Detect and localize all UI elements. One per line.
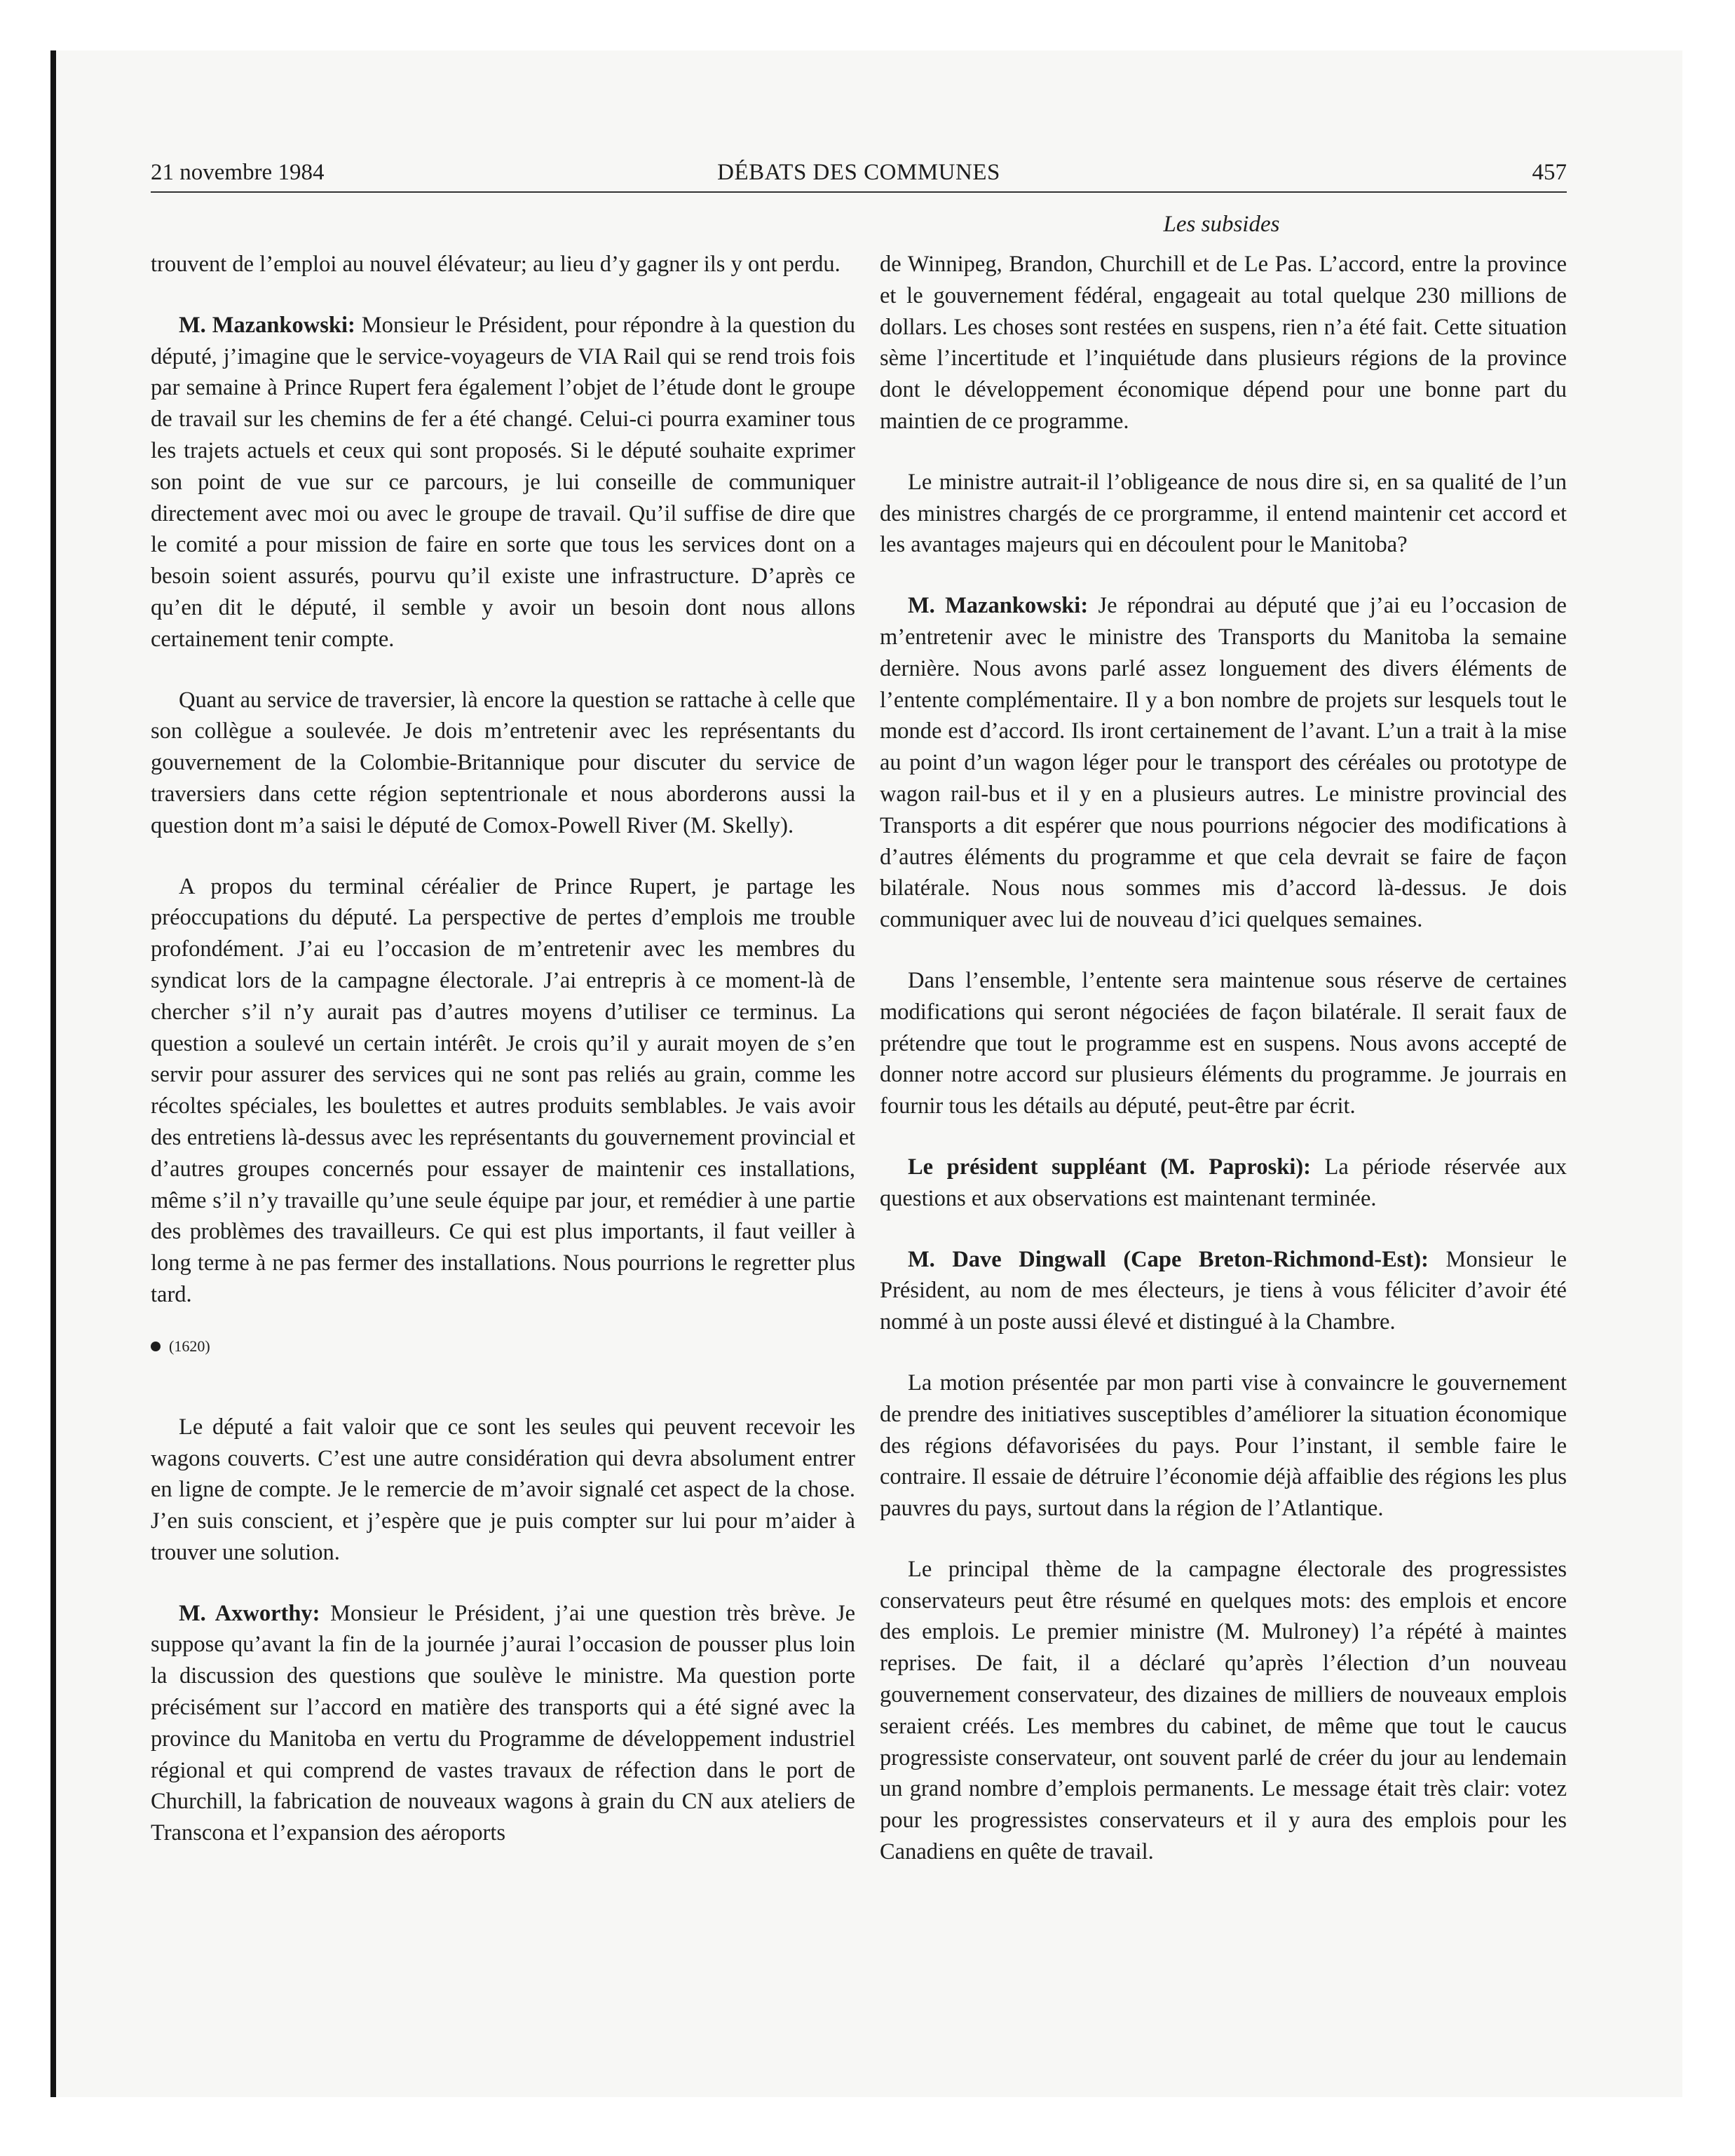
speaker-name: M. Axworthy: [179,1600,320,1626]
speaker-name: M. Mazankowski: [908,593,1089,619]
paragraph: de Winnipeg, Brandon, Churchill et de Le Pas. L’accord, entre la province et le gouvernement fédéral, engageait au total quelque 230 millions de dollars. Les choses sont restées en suspens, rien n’a été fait. Cette situation sème l’incertitude et l’inquiétude dans plusieurs régions de la province dont le développement économique dépend pour une bonne part du maintien de ce programme. [880,252,1567,434]
paragraph: A propos du terminal céréalier de Prince Rupert, je partage les préoccupations du député. La perspective de pertes d’emplois me trouble profondément. J’ai eu l’occasion de m’entretenir avec les membres du syndicat lors de la campagne électorale. J’ai entrepris à ce moment-là de chercher s’il n’y aurait pas d’autres moyens d’utiliser ce terminus. La question a soulevé un certain intérêt. Je crois qu’il y aurait moyen de s’en servir pour assurer des services qui ne sont pas reliés au grain, comme les récoltes spéciales, les boulettes et autres produits semblables. Je vais avoir des entretiens là-dessus avec les représentants du gouvernement provincial et d’autres groupes concernés pour essayer de maintenir ces installations, même s’il n’y travaille qu’une seule équipe par jour, et remédier à une partie des problèmes des travailleurs. Ce qui est plus importants, il faut veiller à long terme à ne pas fermer des installations. Nous pourrions le regretter plus tard. [151,873,855,1307]
speech-text: Monsieur le Président, pour répondre à la question du député, j’imagine que le service-voyageurs de VIA Rail qui se rend trois fois par semaine à Prince Rupert fera également l’objet de l’étude dont le groupe de travail sur les chemins de fer a été changé. Celui-ci pourra examiner tous les trajets actuels et ceux qui sont proposés. Si le député souhaite exprimer son point de vue sur ce parcours, je lui conseille de communiquer directement avec moi ou avec le groupe de travail. Qu’il suffise de dire que le comité a pour mission de faire en sorte que tous les services dont on a besoin soient assurés, pourvu qu’il existe une infrastructure. D’après ce qu’en dit le député, il semble y avoir un besoin dont nous allons certainement tenir compte. [151,312,855,652]
speech-dingwall [880,1244,1567,1338]
page-header [151,156,1567,189]
speech-text: Monsieur le Président, au nom de mes électeurs, je tiens à vous féliciter d’avoir été nommé à un poste aussi élevé et distingué à la Chambre. [880,1246,1567,1335]
right-column [880,249,1567,1897]
header-title: DÉBATS DES COMMUNES [717,160,1000,185]
bullet-icon [151,1342,161,1351]
speaker-name: M. Dave Dingwall (Cape Breton-Richmond-Est): [908,1246,1429,1272]
speech-president [880,1152,1567,1215]
left-column [151,249,855,1878]
speech-text: Monsieur le Président, j’ai une question très brève. Je suppose qu’avant la fin de la journée j’aurai l’occasion de pousser plus loin la discussion des questions que soulève le ministre. Ma question porte précisément sur l’accord en matière des transports qui a été signé avec la province du Manitoba en vertu du Programme de développement industriel régional et qui comprend de vastes travaux de réfection dans le port de Churchill, la fabrication de nouveaux wagons à grain du CN aux ateliers de Transcona et l’expansion des aéroports [151,1600,855,1846]
page-number: 457 [1532,160,1567,185]
speech-text: La période réservée aux questions et aux observations est maintenant terminée. [880,1154,1567,1211]
speech-text: Je répondrai au député que j’ai eu l’occasion de m’entretenir avec le ministre des Transports du Manitoba la semaine dernière. Nous avons parlé assez longuement des divers éléments de l’entente complémentaire. Il y a bon nombre de projets sur lesquels tout le monde est d’accord. Ils iront certainement de l’avant. L’un a trait à la mise au point d’un wagon léger pour le transport des céréales ou prototype de wagon rail-bus et il y en a plusieurs autres. Le ministre provincial des Transports a dit espérer que nous pourrions négocier des modifications à d’autres éléments du programme et que cela devrait se faire de façon bilatérale. Nous nous sommes mis d’accord là-dessus. Je dois communiquer avec lui de nouveau d’ici quelques semaines. [880,593,1567,933]
speaker-name: Le président suppléant (M. Paproski): [908,1154,1311,1180]
paragraph: La motion présentée par mon parti vise à convaincre le gouvernement de prendre des initiatives susceptibles d’améliorer la situation économique des régions défavorisées du pays. Pour l’instant, il semble faire le contraire. Il essaie de détruire l’économie déjà affaiblie des régions les plus pauvres du pays, surtout dans la région de l’Atlantique. [880,1370,1567,1522]
speech-mazankowski [880,590,1567,936]
speech-axworthy [151,1598,855,1849]
paragraph: Le principal thème de la campagne électorale des progressistes conservateurs peut être résumé en quelques mots: des emplois et encore des emplois. Le premier ministre (M. Mulroney) l’a répété à maintes reprises. De fait, il a déclaré qu’après l’élection d’un nouveau gouvernement conservateur, des dizaines de milliers de nouveaux emplois seraient créés. Les membres du cabinet, de même que tout le caucus progressiste conservateur, ont souvent parlé de créer du jour au lendemain un grand nombre d’emplois permanents. Le message était très clair: votez pour les progressistes conservateurs et il y aura des emplois pour les Canadiens en quête de travail. [880,1556,1567,1865]
paragraph: Dans l’ensemble, l’entente sera maintenue sous réserve de certaines modifications qui seront négociées de façon bilatérale. Il serait faux de prétendre que tout le programme est en suspens. Nous avons accepté de donner notre accord sur plusieurs éléments du programme. Je jourrais en fournir tous les détails au député, peut-être par écrit. [880,967,1567,1119]
header-date: 21 novembre 1984 [151,160,325,185]
paragraph: trouvent de l’emploi au nouvel élévateur; au lieu d’y gagner ils y ont perdu. [151,252,841,277]
speech-mazankowski [151,310,855,655]
section-title: Les subsides [1163,212,1280,237]
time-marker [151,1336,855,1357]
speaker-name: M. Mazankowski: [179,312,355,338]
time-marker-text: (1620) [169,1337,210,1355]
paragraph: Le député a fait valoir que ce sont les seules qui peuvent recevoir les wagons couverts. C’est une autre considération qui devra absolument entrer en ligne de compte. Je le remercie de m’avoir signalé cet aspect de la chose. J’en suis conscient, et j’espère que je puis compter sur lui pour m’aider à trouver une solution. [151,1414,855,1565]
paragraph: Le ministre autrait-il l’obligeance de nous dire si, en sa qualité de l’un des ministres chargés de ce prorgramme, il entend maintenir cet accord et les avantages majeurs qui en découlent pour le Manitoba? [880,469,1567,558]
header-rule [151,191,1567,193]
paragraph: Quant au service de traversier, là encore la question se rattache à celle que son collègue a soulevée. Je dois m’entretenir avec les représentants du gouvernement de la Colombie-Britannique pour discuter du service de traversiers dans cette région septentrionale et nous aborderons aussi la question dont m’a saisi le député de Comox-Powell River (M. Skelly). [151,687,855,838]
